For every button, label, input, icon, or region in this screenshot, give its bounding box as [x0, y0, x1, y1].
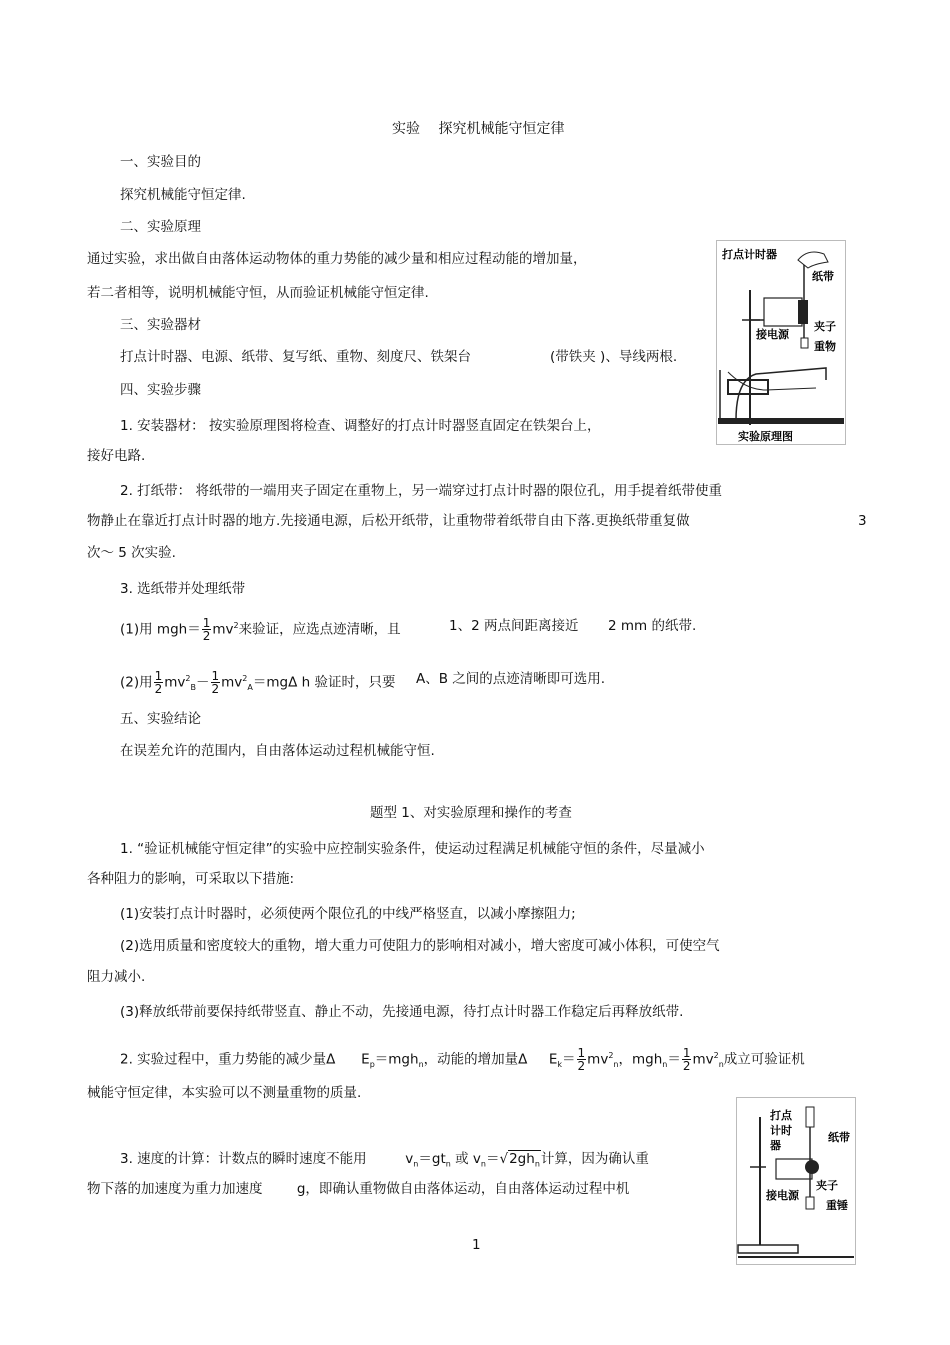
label-weight: 重物	[814, 340, 836, 353]
fraction: $\frac{1}{2}$	[154, 669, 163, 696]
fraction: $\frac{1}{2}$	[202, 616, 211, 643]
section-heading-equipment: 三、实验器材	[120, 317, 201, 333]
paragraph-line: 各种阻力的影响，可采取以下措施:	[87, 871, 295, 887]
paragraph-line: 械能守恒定律，本实验可以不测量重物的质量.	[87, 1085, 362, 1101]
paragraph-line: 接好电路.	[87, 448, 146, 464]
paragraph-line: 3	[858, 513, 867, 529]
fraction: $\frac{1}{2}$	[211, 669, 220, 696]
formula-line: 2. 实验过程中，重力势能的减少量Δ $E_p=mgh_n$，动能的增加量Δ $E_k=$ $\frac{1}{2}$ $mv^2_n$，mgh$_n$＝ $\frac{1}{2}$ $mv^2_n$成立可验证机	[120, 1046, 805, 1073]
paragraph-line: 物静止在靠近打点计时器的地方.先接通电源，后松开纸带，让重物带着纸带自由下落.更换纸带重复做	[87, 513, 690, 529]
section-heading-steps: 四、实验步骤	[120, 382, 201, 398]
formula-line: 2 mm 的纸带.	[608, 618, 697, 634]
paragraph-line: 通过实验，求出做自由落体运动物体的重力势能的减少量和相应过程动能的增加量，	[87, 251, 587, 267]
paragraph-line: 次～ 5 次实验.	[87, 545, 176, 561]
formula-line: A、B 之间的点迹清晰即可选用.	[416, 671, 606, 687]
paragraph-line: 1. “验证机械能守恒定律”的实验中应控制实验条件，使运动过程满足机械能守恒的条件，尽量减小	[120, 841, 705, 857]
label-timer-line3: 器	[770, 1139, 781, 1152]
paragraph-line: 若二者相等，说明机械能守恒，从而验证机械能守恒定律.	[87, 285, 429, 301]
paragraph-line: 阻力减小.	[87, 969, 146, 985]
formula-line: 3. 速度的计算：计数点的瞬时速度不能用 $v_n=gt_n$ 或 $v_n=√2gh_n$计算，因为确认重	[120, 1151, 649, 1169]
paragraph-line: (2)选用质量和密度较大的重物，增大重力可使阻力的影响相对减小，增大密度可减小体积，可使空气	[120, 938, 720, 954]
page-number: 1	[472, 1237, 481, 1253]
section-heading-principle: 二、实验原理	[120, 219, 201, 235]
formula-line: (2)用 $\frac{1}{2}$ $mv^2_B-$ $\frac{1}{2}$ $mv^2_A=mg\Delta$ h 验证时，只要	[120, 669, 396, 696]
paragraph-line: 在误差允许的范围内，自由落体运动过程机械能守恒.	[120, 743, 435, 759]
paragraph-line: 1. 安装器材： 按实验原理图将检查、调整好的打点计时器竖直固定在铁架台上，	[120, 418, 601, 434]
paragraph-line: (带铁夹 )、导线两根.	[550, 349, 678, 365]
page-title: 实验 探究机械能守恒定律	[392, 121, 565, 137]
apparatus-diagram-2	[736, 1097, 856, 1265]
paragraph-line: (3)释放纸带前要保持纸带竖直、静止不动，先接通电源，待打点计时器工作稳定后再释放纸带.	[120, 1004, 684, 1020]
label-clip: 夹子	[816, 1179, 838, 1192]
fraction: $\frac{1}{2}$	[577, 1046, 586, 1073]
paragraph-line: 2. 打纸带： 将纸带的一端用夹子固定在重物上，另一端穿过打点计时器的限位孔，用手提着纸带使重	[120, 483, 722, 499]
label-power: 接电源	[756, 328, 789, 341]
section-text: 探究机械能守恒定律.	[120, 187, 246, 203]
label-tape: 纸带	[828, 1131, 850, 1144]
apparatus-diagram-1	[716, 240, 846, 445]
label-power: 接电源	[766, 1189, 799, 1202]
paragraph-line: 3. 选纸带并处理纸带	[120, 581, 246, 597]
paragraph-line: 打点计时器、电源、纸带、复写纸、重物、刻度尺、铁架台	[120, 349, 471, 365]
label-timer-line2: 计时	[770, 1124, 792, 1137]
label-weight: 重锤	[826, 1199, 848, 1212]
paragraph-line: (1)安装打点计时器时，必须使两个限位孔的中线严格竖直，以减小摩擦阻力;	[120, 906, 576, 922]
figure-caption: 实验原理图	[738, 430, 793, 443]
formula-line: 1、2 两点间距离接近	[449, 618, 579, 634]
section-heading-conclusion: 五、实验结论	[120, 711, 201, 727]
section-heading-purpose: 一、实验目的	[120, 154, 201, 170]
fraction: $\frac{1}{2}$	[682, 1046, 691, 1073]
label-timer-line1: 打点	[770, 1109, 792, 1122]
formula-line: (1)用 mgh＝ $\frac{1}{2}$ $mv^2$来验证，应选点迹清晰，且	[120, 616, 401, 643]
label-timer: 打点计时器	[722, 248, 777, 261]
paragraph-line: 物下落的加速度为重力加速度 g，即确认重物做自由落体运动，自由落体运动过程中机	[87, 1181, 630, 1197]
subheading: 题型 1、对实验原理和操作的考查	[370, 805, 572, 821]
label-tape: 纸带	[812, 270, 834, 283]
label-clip: 夹子	[814, 320, 836, 333]
